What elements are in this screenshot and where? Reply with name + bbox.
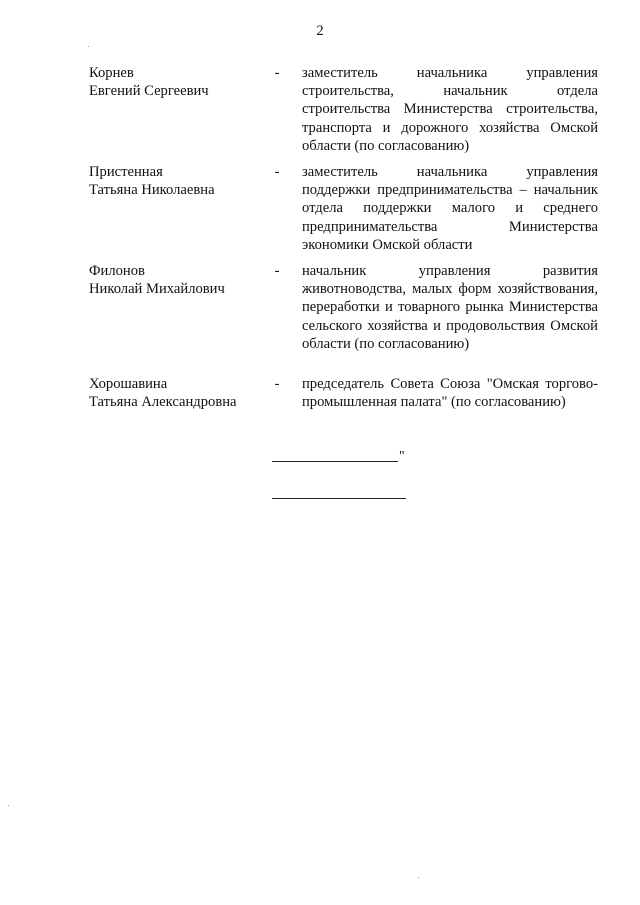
separator-dash: - <box>274 164 280 180</box>
separator-dash: - <box>274 263 280 279</box>
scan-speck <box>418 877 419 878</box>
end-rule <box>272 498 406 499</box>
scan-speck <box>8 805 9 806</box>
member-surname: Корнев <box>89 65 134 81</box>
member-position: заместитель начальника управления строительства, начальник отдела строительства Министерства строительства, транспорта и дорожного хозяйства Омской области (по согласованию) <box>302 65 598 154</box>
member-given-names: Николай Михайлович <box>89 281 225 298</box>
member-name <box>89 64 264 100</box>
separator-dash: - <box>274 65 280 81</box>
member-given-names: Евгений Сергеевич <box>89 83 209 100</box>
member-surname: Филонов <box>89 263 145 279</box>
member-given-names: Татьяна Александровна <box>89 394 237 411</box>
separator-dash: - <box>274 376 280 392</box>
member-surname: Пристенная <box>89 164 163 180</box>
member-position: заместитель начальника управления поддержки предпринимательства – начальник отдела поддержки малого и среднего предпринимательства Министерства экономики Омской области <box>302 164 598 253</box>
page-number: 2 <box>316 23 324 39</box>
member-surname: Хорошавина <box>89 376 168 392</box>
member-name <box>89 163 264 199</box>
member-name <box>89 262 264 298</box>
scan-speck <box>88 46 89 47</box>
closing-rule <box>272 461 398 462</box>
member-position: начальник управления развития животноводства, малых форм хозяйствования, переработки и товарного рынка Министерства сельского хозяйства и продовольствия Омской области (по согласованию) <box>302 263 598 352</box>
member-name <box>89 375 264 411</box>
member-given-names: Татьяна Николаевна <box>89 182 215 199</box>
closing-quote-mark: " <box>399 449 405 464</box>
member-position: председатель Совета Союза "Омская торгово-промышленная палата" (по согласованию) <box>302 376 598 411</box>
